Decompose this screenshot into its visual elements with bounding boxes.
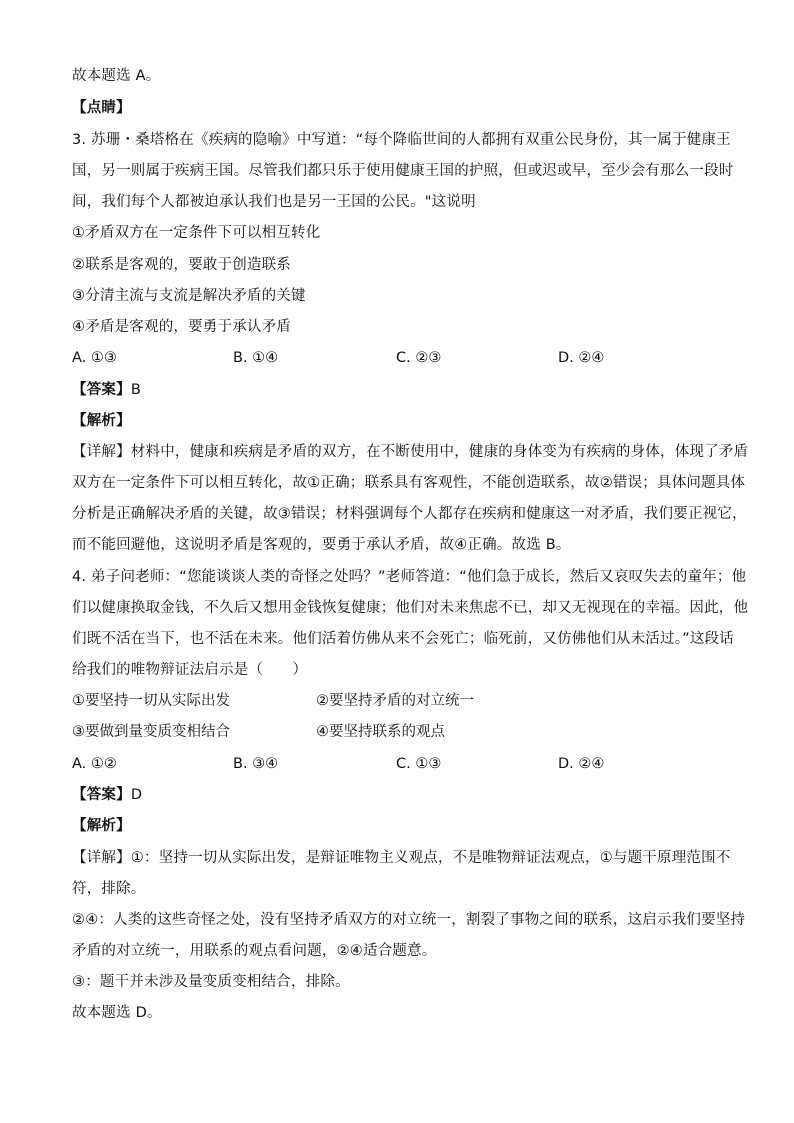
q4-option-c: C. ①③ [396, 756, 442, 772]
q3-option-c: C. ②③ [396, 350, 442, 366]
q4-stem-line: 们既不活在当下，也不活在未来。他们活着仿佛从来不会死亡；临死前，又仿佛他们从未活过。”这段话 [72, 631, 734, 647]
previous-conclusion: 故本题选 A。 [72, 68, 161, 84]
q4-detail-line: ③：题干并未涉及量变质变相结合，排除。 [72, 974, 350, 990]
q3-item: ②联系是客观的，要敢于创造联系 [72, 257, 291, 273]
q4-stem-line: 们以健康换取金钱，不久后又想用金钱恢复健康；他们对未来焦虑不已，却又无视现在的幸福。因此，他 [72, 600, 749, 616]
q3-detail-line: 分析是正确解决矛盾的关键，故③错误；材料强调每个人都存在疾病和健康这一对矛盾，我们要正视它， [72, 506, 747, 522]
q4-item: ④要坚持联系的观点 [316, 724, 445, 740]
dianjing-heading: 【点睛】 [72, 100, 131, 116]
q3-stem-line: 国，另一则属于疾病王国。尽管我们都只乐于使用健康王国的护照，但或迟或早，至少会有那么一段时 [72, 163, 734, 179]
q3-stem-line: 间，我们每个人都被迫承认我们也是另一王国的公民。"这说明 [72, 194, 476, 210]
q4-option-d: D. ②④ [558, 756, 605, 772]
q3-item: ①矛盾双方在一定条件下可以相互转化 [72, 225, 321, 241]
q4-stem-line: 给我们的唯物辩证法启示是（ ） [72, 662, 308, 678]
q4-option-a: A. ①② [72, 756, 117, 772]
q4-analysis-heading: 【解析】 [72, 818, 131, 834]
q4-detail-line: 【详解】①：坚持一切从实际出发，是辩证唯物主义观点，不是唯物辩证法观点，①与题干原理范围不 [72, 850, 731, 866]
q3-analysis-heading: 【解析】 [72, 413, 131, 429]
q3-option-d: D. ②④ [558, 350, 605, 366]
q3-detail-line: 双方在一定条件下可以相互转化，故①正确；联系具有客观性，不能创造联系，故②错误；具体问题具体 [72, 475, 746, 491]
q4-option-b: B. ③④ [233, 756, 279, 772]
answer-tag: 【答案】 [72, 382, 131, 398]
q4-answer [72, 785, 142, 805]
q3-detail-line: 【详解】材料中，健康和疾病是矛盾的双方，在不断使用中，健康的身体变为有疾病的身体，体现了矛盾 [72, 444, 749, 460]
q4-detail-line: 矛盾的对立统一，用联系的观点看问题，②④适合题意。 [72, 943, 437, 959]
q4-detail-line: 故本题选 D。 [72, 1005, 162, 1021]
q3-item: ④矛盾是客观的，要勇于承认矛盾 [72, 319, 291, 335]
answer-value: D [130, 787, 143, 803]
q4-detail-line: 符，排除。 [72, 881, 146, 897]
q3-stem-line: 3. 苏珊・桑塔格在《疾病的隐喻》中写道：“每个降临世间的人都拥有双重公民身份，其一属于健康王 [72, 132, 731, 148]
q4-item: ②要坚持矛盾的对立统一 [316, 693, 474, 709]
q3-option-a: A. ①③ [72, 350, 117, 366]
q3-detail-line: 而不能回避他，这说明矛盾是客观的，要勇于承认矛盾，故④正确。故选 B。 [72, 537, 571, 553]
q4-detail-line: ②④：人类的这些奇怪之处，没有坚持矛盾双方的对立统一，割裂了事物之间的联系，这启示我们要坚持 [72, 912, 746, 928]
q4-item: ③要做到量变质变相结合 [72, 724, 230, 740]
q3-option-b: B. ①④ [233, 350, 279, 366]
answer-value: B [130, 382, 141, 398]
q3-answer [72, 380, 141, 400]
q3-item: ③分清主流与支流是解决矛盾的关键 [72, 288, 306, 304]
q4-item: ①要坚持一切从实际出发 [72, 693, 230, 709]
answer-tag: 【答案】 [72, 787, 131, 803]
q4-stem-line: 4. 弟子问老师：“您能谈谈人类的奇怪之处吗？”老师答道：“他们急于成长，然后又哀叹失去的童年；他 [72, 569, 747, 585]
